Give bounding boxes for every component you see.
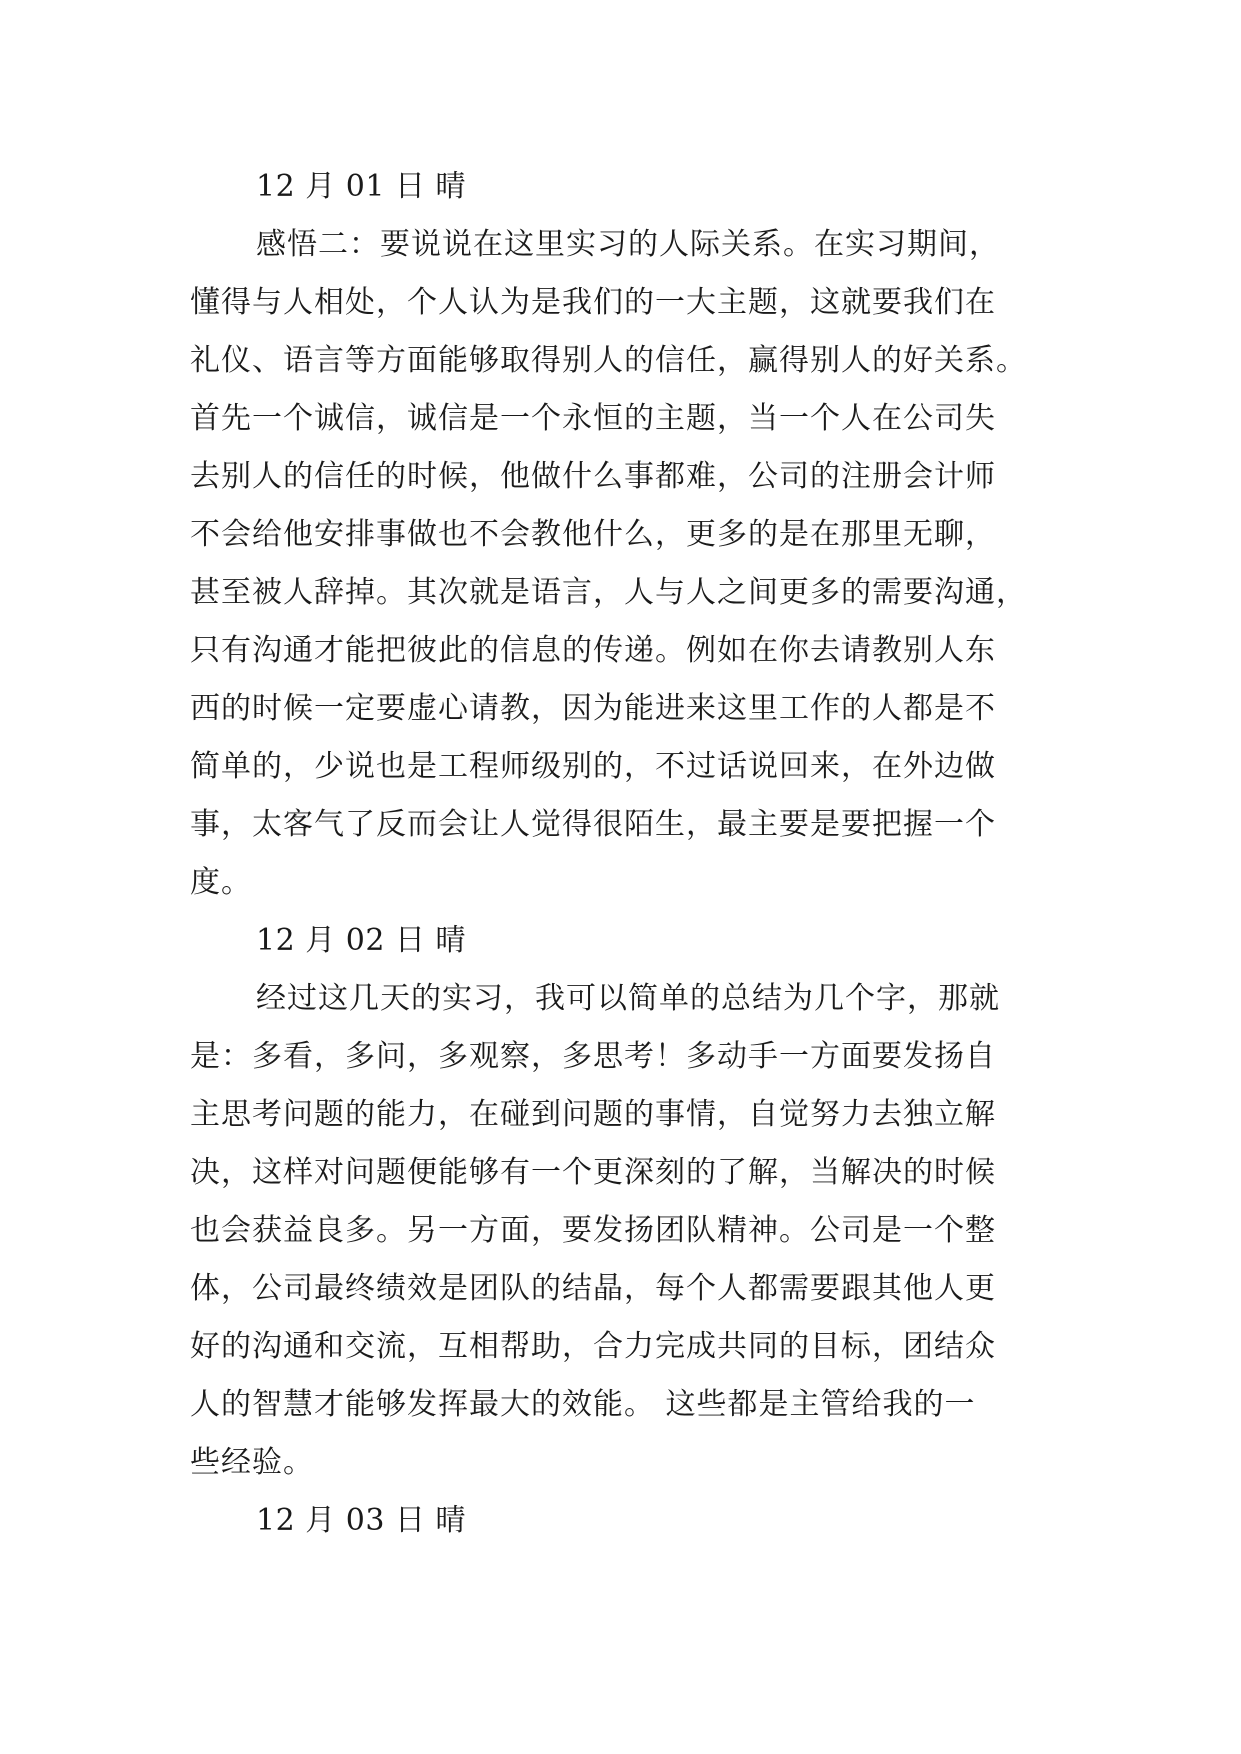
paragraph-line: 也会获益良多。另一方面，要发扬团队精神。公司是一个整 [190,1213,996,1248]
entry-date: 12 月 01 日 晴 [256,169,466,204]
paragraph-line: 只有沟通才能把彼此的信息的传递。例如在你去请教别人东 [190,633,996,668]
paragraph-line: 决，这样对问题便能够有一个更深刻的了解，当解决的时候 [190,1155,996,1190]
paragraph-line: 体，公司最终绩效是团队的结晶，每个人都需要跟其他人更 [190,1271,996,1306]
paragraph-line: 甚至被人辞掉。其次就是语言，人与人之间更多的需要沟通， [190,575,1027,610]
paragraph-line: 礼仪、语言等方面能够取得别人的信任，赢得别人的好关系。 [190,343,1027,378]
paragraph-line: 些经验。 [190,1445,314,1480]
paragraph-line: 简单的，少说也是工程师级别的，不过话说回来，在外边做 [190,749,996,784]
paragraph-line: 主思考问题的能力，在碰到问题的事情，自觉努力去独立解 [190,1097,996,1132]
paragraph-line: 事，太客气了反而会让人觉得很陌生，最主要是要把握一个 [190,807,996,842]
paragraph-line: 度。 [190,865,252,900]
document-body [190,158,1070,1550]
paragraph-line: 去别人的信任的时候，他做什么事都难，公司的注册会计师 [190,459,996,494]
paragraph-line: 经过这几天的实习，我可以简单的总结为几个字，那就 [256,981,1000,1016]
entry-date: 12 月 03 日 晴 [256,1503,466,1538]
paragraph-line: 西的时候一定要虚心请教，因为能进来这里工作的人都是不 [190,691,996,726]
paragraph-line: 不会给他安排事做也不会教他什么，更多的是在那里无聊， [190,517,996,552]
paragraph-line: 好的沟通和交流，互相帮助，合力完成共同的目标，团结众 [190,1329,996,1364]
paragraph-line: 是：多看，多问，多观察，多思考！多动手一方面要发扬自 [190,1039,996,1074]
paragraph-line: 懂得与人相处，个人认为是我们的一大主题，这就要我们在 [190,285,996,320]
paragraph-line: 感悟二：要说说在这里实习的人际关系。在实习期间， [256,227,1000,262]
paragraph-line: 首先一个诚信，诚信是一个永恒的主题，当一个人在公司失 [190,401,996,436]
paragraph-line: 人的智慧才能够发挥最大的效能。 这些都是主管给我的一 [190,1387,976,1422]
entry-date: 12 月 02 日 晴 [256,923,466,958]
